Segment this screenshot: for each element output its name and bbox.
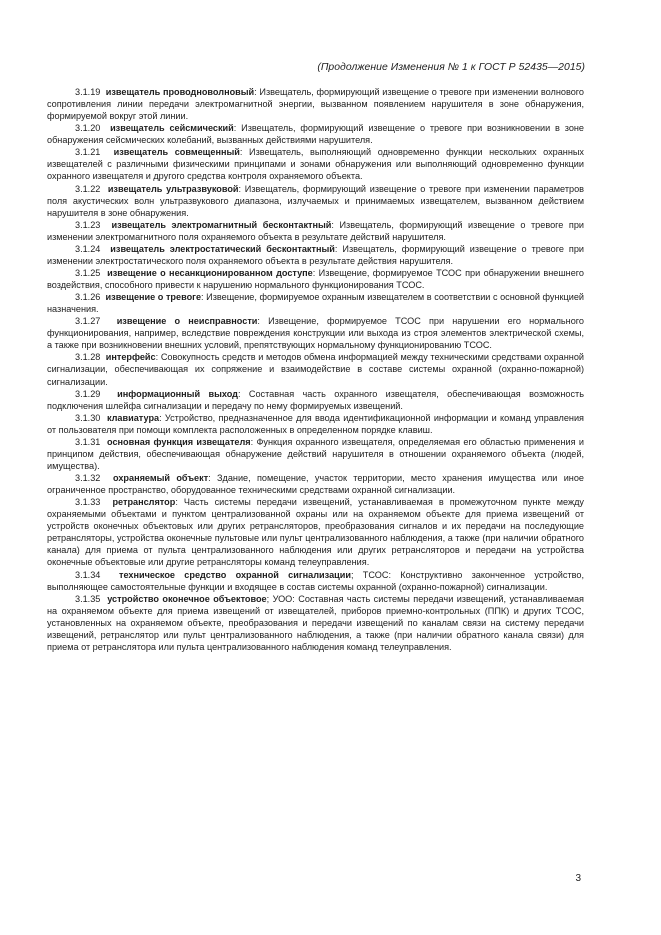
entry-number: 3.1.25	[75, 267, 101, 278]
entry-definition: : Извещатель, формирующий извещение о тревоге при изменении электромагнитного поля охраняемого объекта в результате действий нарушителя.	[47, 219, 584, 242]
entry-term: извещатель сейсмический	[110, 123, 234, 134]
term-entry	[47, 388, 584, 412]
entry-term: извещатель электростатический бесконтактный	[110, 243, 335, 254]
entry-term: извещение о тревоге	[105, 292, 202, 303]
entry-number: 3.1.30	[75, 412, 101, 423]
entry-definition: : Извещение, формируемое охранным извещателем в соответствии с основной функцией назначения.	[47, 292, 584, 315]
term-entry	[47, 122, 584, 146]
term-entry	[47, 243, 584, 267]
term-entry	[47, 593, 584, 653]
page-header: (Продолжение Изменения № 1 к ГОСТ Р 52435—2015)	[317, 62, 585, 73]
entry-term: клавиатура	[106, 412, 160, 423]
entry-number: 3.1.26	[75, 292, 101, 303]
entry-definition: : Извещатель, формирующий извещение о тревоге при изменении электростатического поля охраняемого объекта в результате действия нарушителя.	[47, 243, 585, 266]
term-entry	[47, 472, 584, 496]
document-body	[47, 86, 584, 653]
entry-number: 3.1.28	[75, 352, 101, 363]
entry-term: извещатель ультразвуковой	[107, 183, 239, 194]
entry-definition: : Извещатель, формирующий извещение о тревоге при возникновении в зоне обнаружения сейсмических колебаний, вызванных действиями нарушителя.	[47, 123, 585, 146]
entry-number: 3.1.35	[75, 593, 101, 604]
entry-definition: : Извещатель, формирующий извещение о тревоге при изменении волнового сопротивления линии передачи электромагнитной энергии, вызванном появлением нарушителя в зоне обнаружения, формируемой вокруг этой линии.	[47, 87, 584, 122]
entry-number: 3.1.21	[75, 147, 101, 158]
entry-definition: : Извещение, формируемое ТСОС при обнаружении внешнего воздействия, способного привести к нарушению нормального функционирования ТСОС.	[47, 267, 584, 290]
entry-term: ретранслятор	[112, 497, 176, 508]
entry-definition: : Извещатель, формирующий извещение о тревоге при изменении параметров поля акустических волн ультразвукового диапазона, излучаемых и принимаемых извещателем, вызванном действием нарушителя в зоне обнаружения.	[47, 183, 584, 218]
entry-term: извещатель электромагнитный бесконтактный	[111, 219, 332, 230]
entry-term: извещатель проводноволновый	[105, 87, 255, 97]
entry-term: охраняемый объект	[113, 473, 209, 483]
entry-term: информационный выход	[117, 388, 238, 399]
entry-number: 3.1.31	[75, 436, 101, 447]
term-entry	[47, 183, 584, 219]
entry-term: извещение о неисправности	[116, 316, 258, 327]
entry-number: 3.1.20	[75, 123, 101, 134]
entry-number: 3.1.27	[75, 316, 101, 327]
entry-definition: : Устройство, предназначенное для ввода идентификационной информации и команд управления от пользователя при помощи комплекта расположенных в определенном порядке клавиш.	[47, 412, 584, 435]
entry-definition: ; УОО: Составная часть системы передачи извещений, устанавливаемая на охраняемом объекте для приема извещений от извещателей, приборов приемно-контрольных (ППК) и других ТСОС, установленных на охраняемом объекте, преобразования и передачи извещений по каналам связи на систему передачи извещений, ретранслятор или пульт централизованного наблюдения, а также (при наличии обратного канала связи) для приема от ретранслятора или пульта централизованного наблюдения команд телеуправления.	[47, 593, 584, 652]
entry-term: интерфейс	[105, 352, 156, 363]
entry-number: 3.1.32	[75, 473, 101, 483]
entry-definition: : Функция охранного извещателя, определяемая его областью применения и принципом действия, обеспечивающая обнаружение действий нарушителя в отношении охраняемого объекта (людей, имущества).	[47, 436, 584, 471]
entry-term: извещатель совмещенный	[113, 147, 240, 158]
term-entry	[47, 267, 584, 291]
term-entry	[47, 496, 584, 568]
entry-number: 3.1.33	[75, 497, 101, 508]
entry-term: извещение о несанкционированном доступе	[107, 267, 313, 278]
entry-definition: : Здание, помещение, участок территории, место хранения имущества или иное ограниченное пространство, оборудованное техническими средствами охранной сигнализации.	[47, 473, 584, 496]
entry-term: основная функция извещателя	[107, 436, 251, 447]
entry-number: 3.1.34	[75, 569, 101, 580]
entry-number: 3.1.29	[75, 388, 101, 399]
entry-definition: ; ТСОС: Конструктивно законченное устройство, выполняющее самостоятельные функции и входящее в состав системы охранной (охранно-пожарной) сигнализации.	[47, 569, 584, 592]
entry-number: 3.1.19	[75, 87, 101, 97]
term-entry	[47, 569, 584, 593]
entry-number: 3.1.22	[75, 183, 101, 194]
term-entry	[47, 86, 584, 122]
entry-definition: : Совокупность средств и методов обмена информацией между техническими средствами охранной сигнализации, обеспечивающая их сопряжение и взаимодействие в составе системы охранной (охранно-пожарной) сигнализации.	[47, 352, 584, 387]
term-entry	[47, 351, 584, 387]
entry-definition: : Извещение, формируемое ТСОС при нарушении его нормального функционирования, например, вследствие повреждения конструкции или выхода из строя элементов электрической схемы, а также при возникновении внешних условий, препятствующих нормальному функционированию ТСОС.	[47, 316, 585, 351]
entry-number: 3.1.23	[75, 219, 101, 230]
entry-definition: : Извещатель, выполняющий одновременно функции нескольких охранных извещателей с различными физическими принципами и зонами обнаружения или выполняющий одновременно функции охранного извещателя и другого средства контроля охраняемого объекта.	[47, 147, 584, 182]
entry-number: 3.1.24	[75, 243, 101, 254]
term-entry	[47, 146, 584, 182]
entry-definition: : Составная часть охранного извещателя, обеспечивающая возможность подключения шлейфа сигнализации и передачу по нему формируемых извещений.	[47, 388, 584, 411]
term-entry	[47, 436, 584, 472]
term-entry	[47, 315, 584, 351]
entry-term: устройство оконечное объектовое	[107, 593, 267, 604]
page-number: 3	[575, 873, 581, 884]
entry-term: техническое средство охранной сигнализации	[118, 569, 351, 580]
term-entry	[47, 412, 584, 436]
term-entry	[47, 219, 584, 243]
term-entry	[47, 291, 584, 315]
entry-definition: : Часть системы передачи извещений, устанавливаемая в промежуточном пункте между охраняемыми объектами и пунктом централизованной охраны или на охраняемом объекте для приема извещений от устройств оконечных объектовых или других ретрансляторов, преобразования сигналов и их передачи на последующие ретрансляторы, устройства оконечные пультовые или пульт централизованного наблюдения, а также (при наличии обратного канала) для приема от пульта централизованного наблюдения или других ретрансляторов и передачи на устройства оконечные объектовые или другие ретрансляторы команд телеуправления.	[47, 497, 584, 568]
